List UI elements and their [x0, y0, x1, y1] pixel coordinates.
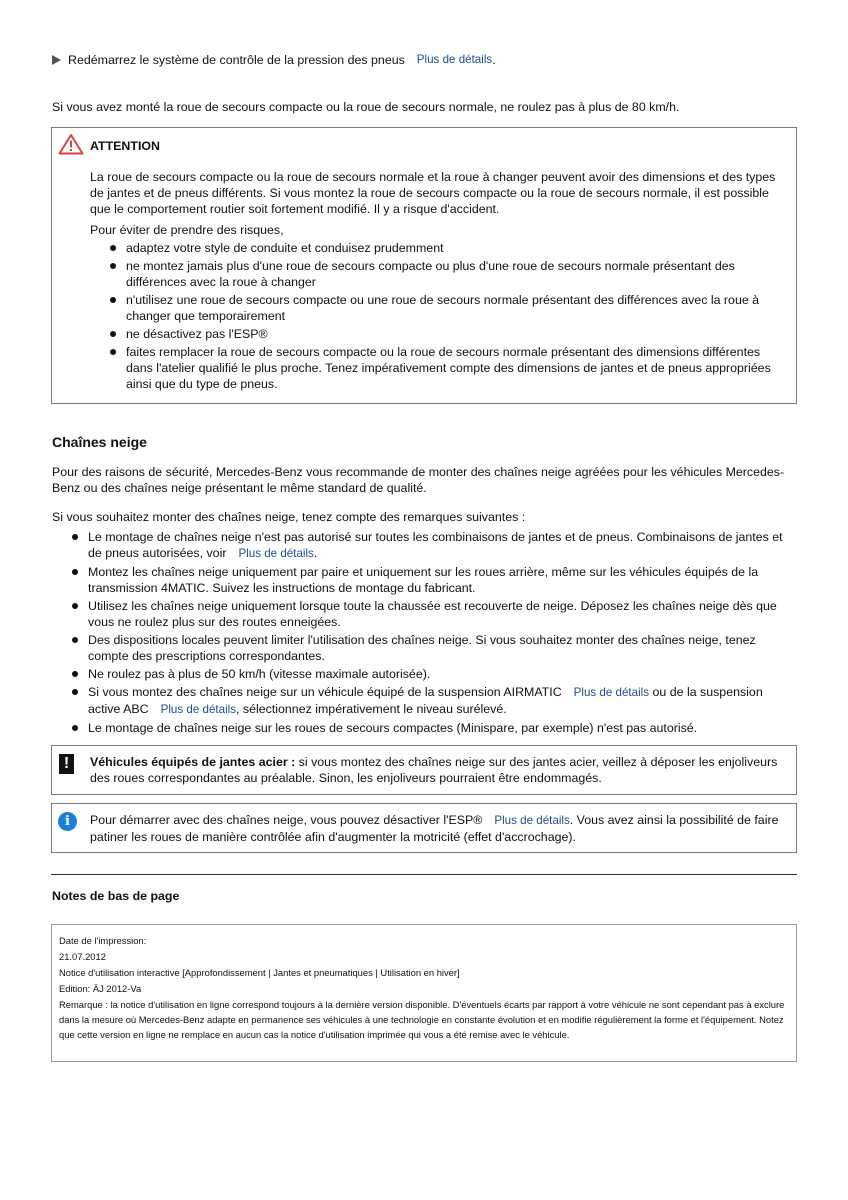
- item-text: Si vous montez des chaînes neige sur un véhicule équipé de la suspension AIRMATIC: [88, 685, 562, 699]
- item-suffix: .: [313, 546, 318, 560]
- print-date: 21.07.2012: [59, 951, 106, 962]
- list-item: adaptez votre style de conduite et conduisez prudemment: [110, 240, 790, 256]
- document-path: Notice d'utilisation interactive [Approfondissement | Jantes et pneumatiques | Utilisation en hiver]: [59, 967, 460, 978]
- more-details-link[interactable]: Plus de détails: [416, 53, 493, 66]
- footnotes-title: Notes de bas de page: [52, 889, 180, 903]
- list-item: Le montage de chaînes neige sur les roues de secours compactes (Minispare, par exemple) n'est pas autorisé.: [72, 720, 797, 736]
- warning-list: [110, 240, 790, 394]
- note-box: [51, 745, 797, 795]
- edition: Edition: ÄJ 2012-Va: [59, 983, 142, 994]
- more-details-link[interactable]: Plus de détails: [238, 547, 314, 560]
- item-suffix: , sélectionnez impérativement le niveau surélevé.: [236, 702, 507, 716]
- warning-paragraph: La roue de secours compacte ou la roue de secours normale et la roue à changer peuvent avoir des dimensions et des types de jantes et de pneus différents. Si vous montez la roue de secours compacte ou la roue de secours normale, il est possible que le comportement routier soit fortement modifié. Il y a risque d'accident.: [90, 170, 776, 216]
- list-item: n'utilisez une roue de secours compacte ou une roue de secours normale présentant des différences avec la roue à changer que temporairement: [110, 292, 790, 324]
- chains-list: [72, 529, 797, 738]
- list-item: ne montez jamais plus d'une roue de secours compacte ou plus d'une roue de secours normale présentant des différences avec la roue à changer: [110, 258, 790, 290]
- list-item: Des dispositions locales peuvent limiter l'utilisation des chaînes neige. Si vous souhaitez monter des chaînes neige, tenez compte des prescriptions correspondantes.: [72, 632, 797, 664]
- step-suffix: .: [492, 53, 496, 67]
- info-text: [90, 812, 790, 845]
- section-title-snow-chains: Chaînes neige: [52, 434, 147, 450]
- arrow-right-icon: [52, 55, 61, 65]
- note-body: si vous montez des chaînes neige sur des jantes acier, veillez à déposer les enjoliveurs des roues correspondantes au préalable. Sinon, les enjoliveurs pourraient être endommagés.: [90, 755, 778, 785]
- item-text: Le montage de chaînes neige n'est pas autorisé sur toutes les combinaisons de jantes et de pneus. Combinaisons de jantes et de pneus autorisées, voir: [88, 530, 783, 560]
- list-item: faites remplacer la roue de secours compacte ou la roue de secours normale présentant des dimensions différentes dans l'atelier qualifié le plus proche. Tenez impérativement compte des dimensions de jantes et de pneus appropriées ainsi que du type de pneus.: [110, 344, 790, 392]
- warning-title: ATTENTION: [90, 139, 160, 153]
- list-item: ne désactivez pas l'ESP®: [110, 326, 790, 342]
- remark: Remarque : la notice d'utilisation en ligne correspond toujours à la dernière version disponible. D'éventuels écarts par rapport à votre véhicule ne sont cependant pas à exclure dans la mesure où Mercedes-Benz adapte en permanence ses véhicules à une technologie en constante évolution et en modifie régulièrement la forme et l'équipement. Notez que cette version en ligne ne remplace en aucun cas la notice d'utilisation imprimée qui vous a été remise avec le véhicule.: [59, 999, 785, 1040]
- intro-text: Si vous avez monté la roue de secours compacte ou la roue de secours normale, ne roulez pas à plus de 80 km/h.: [52, 100, 680, 114]
- list-item: Montez les chaînes neige uniquement par paire et uniquement sur les roues arrière, même sur les véhicules équipés de la transmission 4MATIC. Suivez les instructions de montage du fabricant.: [72, 564, 797, 596]
- list-item: Utilisez les chaînes neige uniquement lorsque toute la chaussée est recouverte de neige. Déposez les chaînes neige dès que vous ne roulez plus sur des routes enneigées.: [72, 598, 797, 630]
- more-details-link-abc[interactable]: Plus de détails: [160, 703, 237, 716]
- exclamation-icon: !: [59, 754, 74, 774]
- note-bold: Véhicules équipés de jantes acier :: [90, 755, 296, 769]
- chains-paragraph-2: Si vous souhaitez monter des chaînes neige, tenez compte des remarques suivantes :: [52, 510, 526, 524]
- list-item: [72, 684, 797, 718]
- footnotes-box: [51, 924, 797, 1062]
- info-icon: i: [58, 812, 77, 831]
- list-item: [72, 529, 797, 562]
- more-details-link-airmatic[interactable]: Plus de détails: [573, 686, 650, 699]
- restart-step: [52, 52, 496, 68]
- info-box: [51, 803, 797, 853]
- chains-paragraph-1: Pour des raisons de sécurité, Mercedes-Benz vous recommande de monter des chaînes neige agréées pour les véhicules Mercedes-Benz ou des chaînes neige présentant le même standard de qualité.: [52, 465, 785, 495]
- more-details-link[interactable]: Plus de détails: [494, 814, 570, 827]
- info-suffix: . Vous avez ainsi la possibilité de faire patiner les roues de manière contrôlée afin d'augmenter la motricité (effet d'accrochage).: [90, 813, 779, 844]
- step-text: Redémarrez le système de contrôle de la pression des pneus: [68, 53, 405, 67]
- list-item: Ne roulez pas à plus de 50 km/h (vitesse maximale autorisée).: [72, 666, 797, 682]
- note-text: [90, 754, 790, 786]
- warning-triangle-icon: [58, 133, 84, 159]
- warning-box: [51, 127, 797, 404]
- info-body: Pour démarrer avec des chaînes neige, vous pouvez désactiver l'ESP®: [90, 813, 483, 827]
- print-date-label: Date de l'impression:: [59, 935, 147, 946]
- warning-lead: Pour éviter de prendre des risques,: [90, 223, 284, 237]
- divider: [51, 874, 797, 875]
- item-middle: ou de la suspension active ABC: [88, 685, 763, 716]
